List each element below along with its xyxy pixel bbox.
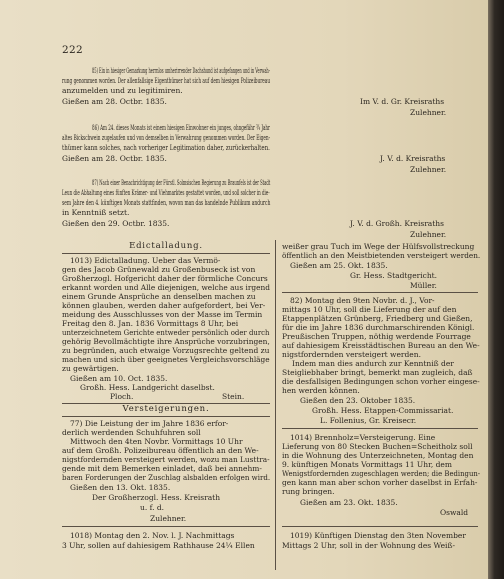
notice-85-date: Gießen am 28. Octbr. 1835. [62,97,167,106]
continuation-line: öffentlich an den Meistbietenden versteigert werden. [282,251,481,260]
edictal-line: können glauben, werden daher aufgefordert, bei Ver- [62,301,266,310]
auction-77-line: 77) Die Leistung der im Jahre 1836 erfor- [70,419,229,428]
section-rule [282,428,478,429]
edictal-line: machen und sich über geeignetes Vergleichsvorschläge [62,355,270,364]
auction-77-line: baren Forderungen der Zuschlag alsbalden erfolgen wird. [62,473,271,482]
edictal-line: gen des Jacob Grünewald zu Großenbuseck ist von [62,265,256,274]
notice-86-line-3: thümer kann solches, nach vorheriger Legitimation daher, zurückerhalten. [62,143,270,152]
notice-85-line-1: 85) Ein in hiesiger Gemarkung herrnlos umherirrender Dachshund ist aufgefangen und in Verwah- [92,66,270,75]
auction-77-authority: Der Großherzogl. Hess. Kreisrath [92,493,221,502]
edictal-line: zu begründen, auch etwaige Vorzugsrechte geltend zu [62,346,270,355]
edictal-line: gehörig Bevollmächtigte ihre Ansprüche vorzubringen, [62,337,270,346]
auction-77-line: nigstfordernden versteigert werden, wozu man Lusttra- [62,455,270,464]
page-edge-shadow [488,0,504,579]
auction-82-line: Indem man dies andurch zur Kenntniß der [292,359,454,368]
auction-82-line: Steigliebhaber bringt, bemerkt man zugleich, daß [282,368,473,377]
auction-82-line: nigstfordernden versteigert werden. [282,350,421,359]
auction-82-authority: Großh. Hess. Etappen-Commissariat. [312,406,454,415]
notice-85-line-3: anzumelden und zu legitimiren. [62,86,183,95]
auction-heading: Versteigerungen. [122,404,210,414]
edictal-signature-2: Stein. [222,392,245,401]
auction-1014-line: 9. künftigen Monats Vormittags 11 Uhr, dem [282,460,452,469]
auction-82-signatures: L. Follenius, Gr. Kreisecr. [320,416,417,425]
auction-1014-line: 1014) Brennholz=Versteigerung. Eine [290,433,436,442]
edictal-date: Gießen am 10. Oct. 1835. [70,374,168,383]
auction-1014-line: Wenigstfordernden zugeschlagen werden; die Bedingun- [282,469,481,478]
edictal-heading-rule [62,253,270,254]
auction-82-line: auf dahiesigem Kreisstädtischen Bureau an den We- [282,341,480,350]
edictal-line: Großherzogl. Hofgericht daher der förmliche Concurs [62,274,268,283]
notice-87-line-3: sem Jahre den 4. künftigen Monats stattfinden, wovon man das handelnde Publikum andurch [62,198,271,207]
auction-1014-line: in die Wohnung des Unterzeichneten, Montag den [282,451,474,460]
notice-86-date: Gießen am 28. Octbr. 1835. [62,154,167,163]
auction-1014-signature: Oswald [440,508,469,517]
auction-82-line: die desfallsigen Bedingungen schon vorher eingese- [282,377,480,386]
notice-87-line-2: Leun die Abhaltung eines fünften Krämer- und Viehmarktes gestattet worden, und soll solcher in die- [62,188,270,197]
notice-87-line-4: in Kenntniß setzt. [62,208,130,217]
auction-77-signature: Zulehner. [150,514,187,523]
auction-82-line: hen werden können. [282,386,360,395]
auction-1014-line: rung bringen. [282,487,335,496]
notice-85-line-2: rung genommen worden. Der allenfallsige Eigenthümer hat sich auf dem hiesigen Polizeibureau [62,76,271,85]
notice-85-authority: Im V. d. Gr. Kreisraths [360,97,445,106]
page-number: 222 [62,44,83,56]
edictal-signature-1: Ploch. [110,392,134,401]
auction-77-line: auf dem Großh. Polizeibureau öffentlich an den We- [62,446,259,455]
notice-87-authority: J. V. d. Großh. Kreisraths [350,219,444,228]
continuation-court: Gr. Hess. Stadtgericht. [350,271,438,280]
auction-82-line: Etappenplätzen Grünberg, Friedberg und Gießen, [282,314,473,323]
notice-86-line-1: 86) Am 24. dieses Monats ist einem hiesigen Einwohner ein junges, ohngefähr ¾ Jahr [92,123,271,132]
section-rule [282,526,478,527]
notice-85-signature: Zulehner. [410,108,447,117]
continuation-date: Gießen am 25. Okt. 1835. [290,261,388,270]
section-rule [282,292,478,293]
auction-1019-line: Mittags 2 Uhr, soll in der Wohnung des Weiß- [282,541,455,550]
continuation-signature: Müller. [410,281,437,290]
auction-1019-line: 1019) Künftigen Dienstag den 3ten November [290,531,466,540]
continuation-line: weißer grau Tuch im Wege der Hülfsvollstreckung [282,242,475,251]
auction-1014-line: Lieferung von 80 Stecken Buchen=Scheitholz soll [282,442,473,451]
auction-82-date: Gießen den 23. Oktober 1835. [300,396,416,405]
auction-77-line: Mittwoch den 4ten Novbr. Vormittags 10 Uhr [70,437,243,446]
auction-77-line: gende mit dem Bemerken einladet, daß bei annehm- [62,464,262,473]
edictal-line: meidung des Ausschlusses von der Masse im Termin [62,310,263,319]
notice-86-signature: Zulehner. [410,165,447,174]
auction-1018-line: 1018) Montag den 2. Nov. l. J. Nachmittags [70,531,235,540]
edictal-court: Großh. Hess. Landgericht daselbst. [80,383,215,392]
auction-1014-line: gen kann man aber schon vorher daselbst in Erfah- [282,478,478,487]
section-rule [62,526,270,527]
edictal-line: unterzeichnetem Gerichte entweder persönlich oder durch [62,328,270,337]
edictal-heading: Edictalladung. [129,241,203,251]
edictal-line: zu gewärtigen. [62,364,119,373]
notice-86-authority: J. V. d. Kreisraths [380,154,446,163]
edictal-line: erkannt worden und Alle diejenigen, welche aus irgend [62,283,270,292]
auction-82-line: 82) Montag den 9ten Novbr. d. J., Vor- [290,296,435,305]
auction-77-line: derlich werdenden Schuhfuhren soll [62,428,201,437]
notice-87-line-1: 87) Nach einer Benachrichtigung der Fürstl. Solmsischen Regierung zu Braunfels ist der Stadt [92,178,271,187]
auction-1014-date: Gießen am 23. Okt. 1835. [300,498,398,507]
edictal-line: Freitag den 8. Jan. 1836 Vormittags 8 Uhr, bei [62,319,239,328]
column-divider [275,240,276,570]
auction-82-line: für die im Jahre 1836 durchmarschirenden Königl. [282,323,475,332]
auction-82-line: mittags 10 Uhr, soll die Lieferung der auf den [282,305,457,314]
auction-77-date: Gießen den 13. Okt. 1835. [70,483,171,492]
notice-86-line-2: altes Bickschwein zugelaufen und von demselben in Verwahrung genommen worden. Der Eigen- [62,133,271,142]
edictal-line: einem Grunde Ansprüche an denselben machen zu [62,292,256,301]
auction-heading-rule [62,416,270,417]
edictal-line: 1013) Edictalladung. Ueber das Vermö- [70,256,221,265]
notice-87-date: Gießen den 29. Octbr. 1835. [62,219,170,228]
notice-87-signature: Zulehner. [410,230,447,239]
auction-82-line: Preußischen Truppen, nöthig werdende Fourrage [282,332,471,341]
auction-77-authority-2: u. f. d. [140,503,165,512]
auction-1018-line: 3 Uhr, sollen auf dahiesigem Rathhause 24¼ Ellen [62,541,255,550]
